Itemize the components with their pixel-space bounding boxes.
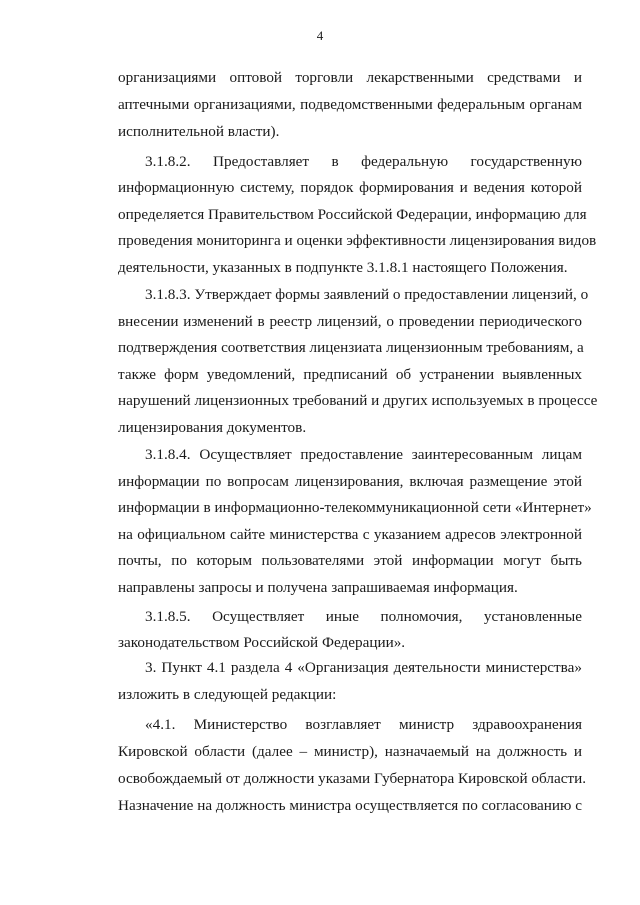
text-line: Кировской области (далее – министр), назначаемый на должность и	[118, 743, 582, 760]
text-line: проведения мониторинга и оценки эффективности лицензирования видов	[118, 232, 597, 249]
text-line: изложить в следующей редакции:	[118, 686, 337, 703]
text-line: 3.1.8.2. Предоставляет в федеральную государственную	[145, 153, 582, 170]
text-line: 3.1.8.3. Утверждает формы заявлений о предоставлении лицензий, о	[145, 286, 589, 303]
text-line: исполнительной власти).	[118, 123, 280, 140]
text-line: определяется Правительством Российской Федерации, информацию для	[118, 206, 587, 223]
text-line: информации по вопросам лицензирования, включая размещение этой	[118, 473, 582, 490]
text-line: «4.1. Министерство возглавляет министр здравоохранения	[145, 716, 582, 733]
text-line: 3.1.8.4. Осуществляет предоставление заинтересованным лицам	[145, 446, 582, 463]
page-number: 4	[316, 28, 324, 43]
text-line: направлены запросы и получена запрашиваемая информация.	[118, 579, 518, 596]
text-line: 3.1.8.5. Осуществляет иные полномочия, установленные	[145, 608, 582, 625]
text-line: законодательством Российской Федерации».	[118, 634, 406, 651]
text-line: информации в информационно-телекоммуникационной сети «Интернет»	[118, 499, 592, 516]
text-line: лицензирования документов.	[118, 419, 307, 436]
text-line: организациями оптовой торговли лекарственными средствами и	[118, 69, 582, 86]
text-line: на официальном сайте министерства с указанием адресов электронной	[118, 526, 582, 543]
text-line: освобождаемый от должности указами Губернатора Кировской области.	[118, 770, 586, 787]
text-line: аптечными организациями, подведомственными федеральным органам	[118, 96, 582, 113]
text-line: Назначение на должность министра осуществляется по согласованию с	[118, 797, 582, 814]
text-line: внесении изменений в реестр лицензий, о проведении периодического	[118, 313, 582, 330]
text-line: нарушений лицензионных требований и других используемых в процессе	[118, 392, 598, 409]
text-line: также форм уведомлений, предписаний об устранении выявленных	[118, 366, 582, 383]
text-line: почты, по которым пользователями этой информации могут быть	[118, 552, 582, 569]
text-line: деятельности, указанных в подпункте 3.1.8.1 настоящего Положения.	[118, 259, 568, 276]
text-line: 3. Пункт 4.1 раздела 4 «Организация деятельности министерства»	[145, 659, 582, 676]
text-line: информационную систему, порядок формирования и ведения которой	[118, 179, 582, 196]
text-line: подтверждения соответствия лицензиата лицензионным требованиям, а	[118, 339, 584, 356]
